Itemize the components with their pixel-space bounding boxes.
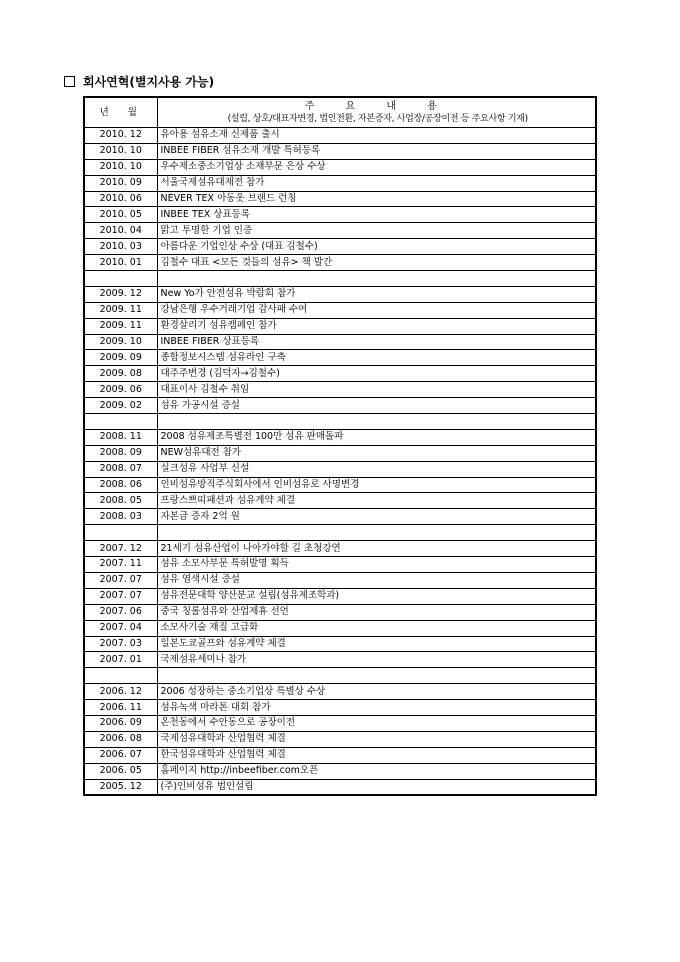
table-row — [84, 334, 596, 350]
table-row — [84, 175, 596, 191]
row-event — [157, 525, 596, 541]
row-date: 2008. 05 — [84, 493, 157, 509]
table-row — [84, 604, 596, 620]
row-event — [157, 414, 596, 430]
row-event: 2008 섬유제조특별전 100만 섬유 판매돌파 — [157, 429, 596, 445]
table-row — [84, 684, 596, 700]
row-event: 중국 칭롤섬유와 산업제휴 선언 — [157, 604, 596, 620]
row-date: 2010. 06 — [84, 191, 157, 207]
row-date: 2009. 12 — [84, 286, 157, 302]
table-row — [84, 477, 596, 493]
row-event: 서울국제섬유대제전 참가 — [157, 175, 596, 191]
row-event: 김철수 대표 <모든 것들의 섬유> 책 발간 — [157, 255, 596, 271]
row-date: 2007. 04 — [84, 620, 157, 636]
row-date: 2009. 09 — [84, 350, 157, 366]
row-date: 2008. 03 — [84, 509, 157, 525]
row-event: INBEE FIBER 상표등록 — [157, 334, 596, 350]
table-body — [84, 128, 596, 796]
row-date — [84, 414, 157, 430]
table-row — [84, 779, 596, 795]
section-title — [64, 73, 214, 90]
row-event: (주)인비섬유 법인설립 — [157, 779, 596, 795]
row-date: 2008. 07 — [84, 461, 157, 477]
row-date: 2006. 12 — [84, 684, 157, 700]
table-row — [84, 350, 596, 366]
table-row — [84, 128, 596, 144]
table-row — [84, 715, 596, 731]
row-event: INBEE TEX 상표등록 — [157, 207, 596, 223]
row-date: 2010. 09 — [84, 175, 157, 191]
row-date: 2010. 05 — [84, 207, 157, 223]
row-date: 2010. 01 — [84, 255, 157, 271]
table-row — [84, 461, 596, 477]
checkbox-square-icon — [64, 76, 75, 87]
row-event: 맑고 투명한 기업 인증 — [157, 223, 596, 239]
table-row — [84, 429, 596, 445]
table-row — [84, 239, 596, 255]
table-row — [84, 159, 596, 175]
row-event: 유아용 섬유소재 신제품 출시 — [157, 128, 596, 144]
row-date: 2010. 10 — [84, 159, 157, 175]
row-event: 온천동에서 수안동으로 공장이전 — [157, 715, 596, 731]
row-event — [157, 668, 596, 684]
row-event: 종합정보시스템 섬유라인 구축 — [157, 350, 596, 366]
header-year-month: 년 월 — [84, 97, 157, 128]
row-date: 2009. 02 — [84, 398, 157, 414]
header-main-title: 주 요 내 용 — [304, 100, 451, 112]
table-row — [84, 207, 596, 223]
row-date: 2006. 11 — [84, 700, 157, 716]
row-event: 섬유녹색 마라톤 대회 참가 — [157, 700, 596, 716]
table-row — [84, 255, 596, 271]
row-date: 2009. 11 — [84, 302, 157, 318]
row-date: 2006. 09 — [84, 715, 157, 731]
row-date: 2007. 12 — [84, 541, 157, 557]
row-event: 강남은행 우수거래기업 감사패 수여 — [157, 302, 596, 318]
table-row — [84, 557, 596, 573]
table-header-row — [84, 97, 596, 128]
table-row — [84, 366, 596, 382]
row-date: 2008. 09 — [84, 445, 157, 461]
row-date: 2008. 06 — [84, 477, 157, 493]
row-date: 2006. 08 — [84, 731, 157, 747]
table-row — [84, 286, 596, 302]
row-date: 2010. 03 — [84, 239, 157, 255]
table-row — [84, 445, 596, 461]
table-row — [84, 271, 596, 287]
row-event: 일본도쿄골프와 섬유계약 체결 — [157, 636, 596, 652]
row-event: 환경살리기 섬유캠페인 참가 — [157, 318, 596, 334]
row-event: 한국섬유대학과 산업협력 체결 — [157, 747, 596, 763]
row-event: INBEE FIBER 섬유소재 개발 특허등록 — [157, 143, 596, 159]
table-row — [84, 318, 596, 334]
row-event: 자본금 증자 2억 원 — [157, 509, 596, 525]
row-event: 인비섬유방직주식회사에서 인비섬유로 사명변경 — [157, 477, 596, 493]
row-date: 2010. 10 — [84, 143, 157, 159]
table-row — [84, 620, 596, 636]
row-event: 홈페이지 http://inbeefiber.com오픈 — [157, 763, 596, 779]
table-row — [84, 700, 596, 716]
table-row — [84, 493, 596, 509]
row-event: New Yo가 안전섬유 박람회 참가 — [157, 286, 596, 302]
row-event: 섬유 가공시설 증설 — [157, 398, 596, 414]
header-main-subtitle: (설립, 상호/대표자변경, 법인전환, 자본증자, 사업장/공장이전 등 주요사항 기재) — [227, 113, 528, 124]
table-row — [84, 731, 596, 747]
row-event: 섬유 소모사부문 특허발명 획득 — [157, 557, 596, 573]
row-event: 프랑스쁘띠패션과 섬유계약 체결 — [157, 493, 596, 509]
row-event: 21세기 섬유산업이 나아가야할 길 초청강연 — [157, 541, 596, 557]
row-date: 2006. 07 — [84, 747, 157, 763]
row-date — [84, 271, 157, 287]
row-date: 2005. 12 — [84, 779, 157, 795]
table-row — [84, 223, 596, 239]
row-event: 소모사기술 재질 고급화 — [157, 620, 596, 636]
row-event: 섬유 염색시설 증설 — [157, 572, 596, 588]
table-row — [84, 525, 596, 541]
row-date — [84, 668, 157, 684]
row-event: 아름다운 기업인상 수상 (대표 김철수) — [157, 239, 596, 255]
row-date: 2007. 01 — [84, 652, 157, 668]
header-main-content — [157, 97, 596, 128]
row-event: NEVER TEX 아동옷 브랜드 런칭 — [157, 191, 596, 207]
table-row — [84, 763, 596, 779]
row-event: 국제섬유세미나 참가 — [157, 652, 596, 668]
table-row — [84, 652, 596, 668]
table-row — [84, 191, 596, 207]
row-date: 2007. 06 — [84, 604, 157, 620]
table-row — [84, 302, 596, 318]
row-event: 국제섬유대학과 산업협력 체결 — [157, 731, 596, 747]
row-event: NEW섬유대전 참가 — [157, 445, 596, 461]
row-event: 대주주변경 (김덕자→김철수) — [157, 366, 596, 382]
row-event — [157, 271, 596, 287]
table-row — [84, 509, 596, 525]
table-row — [84, 414, 596, 430]
row-date: 2008. 11 — [84, 429, 157, 445]
row-date: 2007. 07 — [84, 572, 157, 588]
row-date — [84, 525, 157, 541]
table-row — [84, 398, 596, 414]
table-row — [84, 747, 596, 763]
row-date: 2009. 06 — [84, 382, 157, 398]
row-date: 2009. 11 — [84, 318, 157, 334]
row-date: 2007. 07 — [84, 588, 157, 604]
row-event: 2006 성장하는 중소기업상 특별상 수상 — [157, 684, 596, 700]
row-date: 2007. 11 — [84, 557, 157, 573]
row-date: 2009. 10 — [84, 334, 157, 350]
row-event: 실크섬유 사업부 신설 — [157, 461, 596, 477]
table-row — [84, 382, 596, 398]
table-row — [84, 572, 596, 588]
table-row — [84, 541, 596, 557]
row-date: 2010. 04 — [84, 223, 157, 239]
row-date: 2010. 12 — [84, 128, 157, 144]
row-date: 2007. 03 — [84, 636, 157, 652]
row-date: 2006. 05 — [84, 763, 157, 779]
table-row — [84, 143, 596, 159]
company-history-table — [83, 96, 597, 796]
table-row — [84, 636, 596, 652]
row-event: 우수제소중소기업상 소재부문 은상 수상 — [157, 159, 596, 175]
table-row — [84, 588, 596, 604]
section-title-text: 회사연혁(별지사용 가능) — [83, 75, 215, 89]
row-event: 섬유전문대학 양산분교 설립(섬유제조학과) — [157, 588, 596, 604]
row-date: 2009. 08 — [84, 366, 157, 382]
row-event: 대표이사 김철수 취임 — [157, 382, 596, 398]
table-row — [84, 668, 596, 684]
